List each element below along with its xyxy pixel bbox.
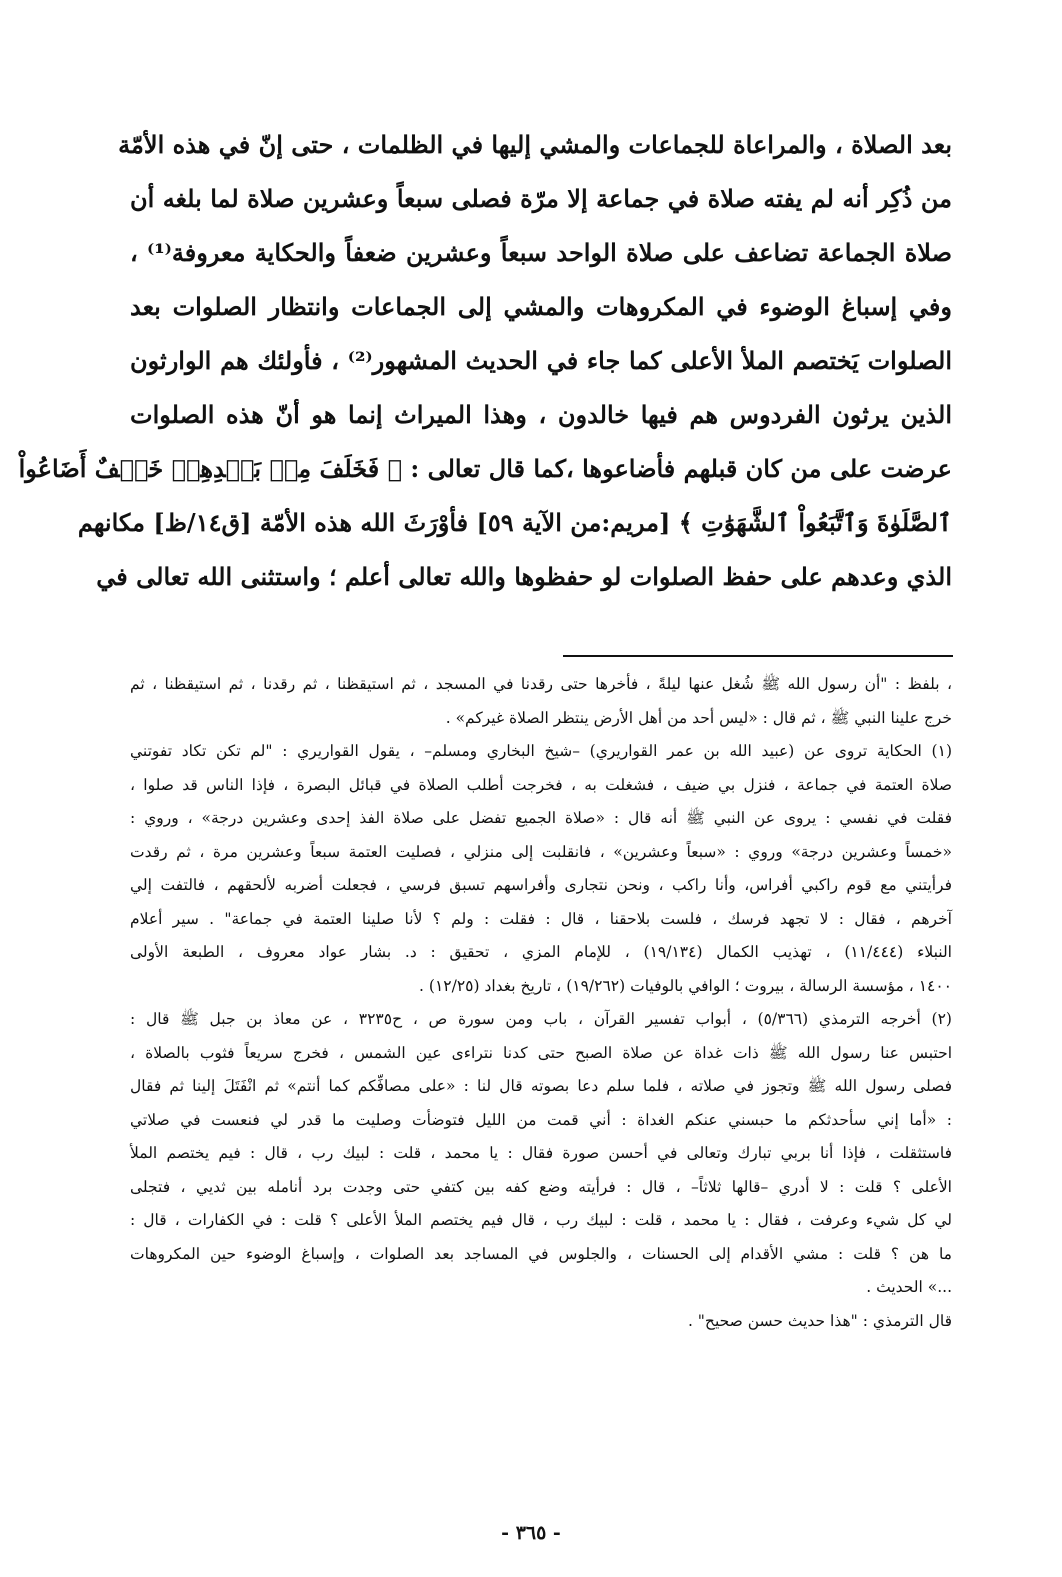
footnote-line: فصلى رسول الله ﷺ وتجوز في صلاته ، فلما سلم دعا بصوته قال لنا : «على مصافِّكم كما أنتم» ثم انْفَتَلَ إلينا ثم فقال [130, 1077, 952, 1095]
main-text-line: بعد الصلاة ، والمراعاة للجماعات والمشي إليها في الظلمات ، حتى إنّ في هذه الأمّة [118, 130, 952, 159]
main-text-line: الذي وعدهم على حفظ الصلوات لو حفظوها والله تعالى أعلم ؛ واستثنى الله تعالى في [96, 562, 952, 591]
footnote-line: ١٤٠٠ ، مؤسسة الرسالة ، بيروت ؛ الوافي بالوفيات (١٩/٢٦٢) ، تاريخ بغداد (١٢/٢٥) . [419, 976, 952, 995]
footnote-line: لي كل شيء وعرفت ، فقال : يا محمد ، قلت : لبيك رب ، قال فيم يختصم الملأ الأعلى ؟ قلت : في الكفارات ، قال : [130, 1211, 952, 1229]
footnote-line: فقلت في نفسي : يروى عن النبي ﷺ أنه قال : «صلاة الجميع تفضل على صلاة الفذ إحدى وعشرين درجة» ، وروي : [130, 809, 952, 827]
footnote-line: «خمساً وعشرين درجة» وروي : «سبعاً وعشرين» ، فانقلبت إلى منزلي ، فصليت العتمة سبعاً وعشرين مرة ، ثم رقدت [130, 842, 952, 861]
footnote-line: آخرهم ، فقال : لا تجهد فرسك ، فلست بلاحقنا ، قال : فقلت : ولم ؟ لأنا صلينا العتمة في جماعة" . سير أعلام [130, 909, 952, 928]
footnote-line: : «أما إني سأحدثكم ما حبسني عنكم الغداة : أني قمت من الليل فتوضأت وصليت ما قدر لي فنعست في صلاتي [130, 1110, 952, 1129]
footnote-line: فرأيتني مع قوم راكبي أفراس، وأنا راكب ، ونحن نتجارى وأفراسهم تسبق فرسي ، فجعلت أضربه لألحقهم ، فالتفت إلي [130, 876, 952, 894]
main-text-line: الذين يرثون الفردوس هم فيها خالدون ، وهذا الميراث إنما هو أنّ هذه الصلوات [130, 400, 952, 429]
main-text-line: الصلوات يَختصم الملأ الأعلى كما جاء في الحديث المشهور⁽²⁾ ، فأولئك هم الوارثون [130, 346, 952, 375]
main-text-line: ٱلصَّلَوٰةَ وَٱتَّبَعُواْ ٱلشَّهَوَٰتِ ﴾ [مريم:من الآية ٥٩] فأوْرَثَ الله هذه الأمّة [ق١٤/ظ] مكانهم [77, 508, 952, 537]
footnote-line: ...» الحديث . [866, 1278, 952, 1296]
main-text-line: وفي إسباغ الوضوء في المكروهات والمشي إلى الجماعات وانتظار الصلوات بعد [130, 292, 952, 321]
footnote-line: ، بلفظ : "أن رسول الله ﷺ شُغل عنها ليلةً ، فأخرها حتى رقدنا في المسجد ، ثم استيقظنا ، ثم رقدنا ، ثم استيقظنا ، ثم [130, 675, 952, 693]
footnote-line: النبلاء (١١/٤٤٤) ، تهذيب الكمال (١٩/١٣٤) ، للإمام المزي ، تحقيق : د. بشار عواد معروف ، الطبعة الأولى [130, 943, 952, 961]
main-text-line: عرضت على من كان قبلهم فأضاعوها ،كما قال تعالى : ﴿ فَخَلَفَ مِنۢ بَعۡدِهِمۡ خَلۡفٌ أَضَاعُواْ [18, 454, 952, 483]
footnote-line: الأعلى ؟ قلت : لا أدري –قالها ثلاثاً– ، قال : فرأيته وضع كفه بين كتفي حتى وجدت برد أنامله بين ثديي ، فتجلى [130, 1177, 952, 1196]
main-body-text [18, 118, 952, 604]
footnote-line: (٢) أخرجه الترمذي (٥/٣٦٦) ، أبواب تفسير القرآن ، باب ومن سورة ص ، ح٣٢٣٥ ، عن معاذ بن جبل ﷺ قال : [130, 1010, 952, 1028]
footnote-line: قال الترمذي : "هذا حديث حسن صحيح" . [687, 1311, 952, 1330]
page-number: - ٣٦٥ - [501, 1522, 561, 1544]
footnote-divider [563, 655, 953, 657]
main-text-line: من ذُكِر أنه لم يفته صلاة في جماعة إلا مرّة فصلى سبعاً وعشرين صلاة لما بلغه أن [130, 184, 952, 213]
footnote-line: احتبس عنا رسول الله ﷺ ذات غداة عن صلاة الصبح حتى كدنا نتراءى عين الشمس ، فخرج سريعاً فثوب بالصلاة ، [130, 1043, 952, 1062]
footnote-line: ما هن ؟ قلت : مشي الأقدام إلى الحسنات ، والجلوس في المساجد بعد الصلوات ، وإسباغ الوضوء حين المكروهات [130, 1244, 952, 1263]
footnote-line: صلاة العتمة في جماعة ، فنزل بي ضيف ، فشغلت به ، فخرجت أطلب الصلاة في قبائل البصرة ، فإذا الناس قد صلوا ، [130, 775, 952, 794]
footnote-line: (١) الحكاية تروى عن (عبيد الله بن عمر القواريري) –شيخ البخاري ومسلم– ، يقول القواريري : "لم تكن تكاد تفوتني [130, 742, 952, 760]
footnotes-section [130, 668, 952, 1338]
main-text-line: صلاة الجماعة تضاعف على صلاة الواحد سبعاً وعشرين ضعفاً والحكاية معروفة⁽¹⁾ ، [130, 238, 952, 267]
footnote-line: فاستثقلت ، فإذا أنا بربي تبارك وتعالى في أحسن صورة فقال : يا محمد ، قلت : لبيك رب ، قال : فيم يختصم الملأ [130, 1144, 952, 1162]
footnote-line: خرج علينا النبي ﷺ ، ثم قال : «ليس أحد من أهل الأرض ينتظر الصلاة غيركم» . [445, 708, 952, 727]
